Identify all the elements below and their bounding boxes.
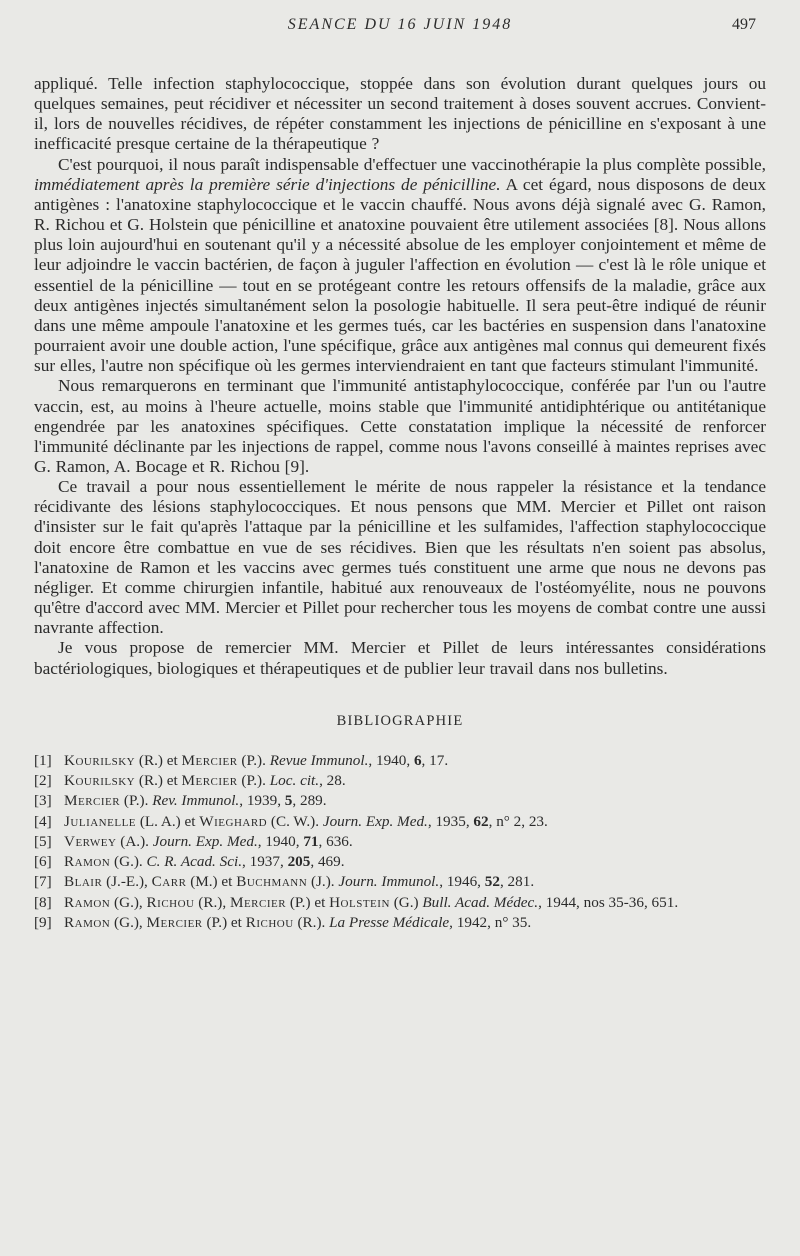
reference-segment: Ramon bbox=[64, 914, 111, 932]
reference-segment: Journ. Exp. Med. bbox=[322, 812, 428, 830]
reference-number: [8] bbox=[34, 893, 52, 911]
bibliography-entry bbox=[34, 913, 766, 933]
reference-segment: Kourilsky bbox=[64, 751, 136, 769]
reference-segment: Wieghard bbox=[199, 812, 268, 830]
reference-segment: , 17. bbox=[421, 751, 449, 769]
reference-segment: Carr bbox=[151, 873, 187, 891]
reference-segment: (J.-E.), bbox=[102, 873, 152, 891]
paragraph-segment: Nous remarquerons en terminant que l'immunité antistaphylococcique, conférée par l'un ou l'autre vaccin, est, au moins à l'heure actuelle, moins stable que l'immunité antidiphtérique ou antitétanique engendrée par les anatoxines spécifiques. Cette constatation implique la nécessité de renforcer l'immunité déclinante par les injections de rappel, comme nous l'avons conseillé à maintes reprises avec G. Ramon, A. Bocage et R. Richou [9]. bbox=[34, 376, 766, 476]
reference-segment: 6 bbox=[413, 751, 422, 769]
reference-number: [5] bbox=[34, 832, 52, 850]
reference-segment: 5 bbox=[284, 792, 293, 810]
body-text bbox=[34, 74, 766, 679]
reference-segment: , 1942, n° 35. bbox=[449, 914, 532, 932]
paragraph bbox=[34, 477, 766, 638]
bibliography-entry bbox=[34, 771, 766, 791]
reference-segment: , 281. bbox=[499, 873, 535, 891]
reference-segment: 71 bbox=[303, 832, 319, 850]
reference-segment: Ramon bbox=[64, 893, 111, 911]
reference-segment: , 1944, nos 35-36, 651. bbox=[538, 893, 679, 911]
running-head bbox=[34, 16, 766, 44]
reference-segment: , 1939, bbox=[239, 792, 285, 810]
paragraph bbox=[34, 376, 766, 477]
reference-segment: Revue Immunol. bbox=[269, 751, 369, 769]
reference-segment: , n° 2, 23. bbox=[488, 812, 548, 830]
bibliography-entry bbox=[34, 852, 766, 872]
reference-segment: (R.) et bbox=[135, 771, 182, 789]
bibliography-entry bbox=[34, 812, 766, 832]
reference-segment: , 636. bbox=[318, 832, 353, 850]
reference-segment: , 1946, bbox=[439, 873, 485, 891]
reference-number: [6] bbox=[34, 853, 52, 871]
reference-segment: 205 bbox=[287, 853, 311, 871]
reference-segment: (P.). bbox=[120, 792, 153, 810]
reference-segment: 52 bbox=[484, 873, 500, 891]
reference-segment: (R.). bbox=[293, 914, 330, 932]
reference-segment: Kourilsky bbox=[64, 771, 136, 789]
reference-segment: , 469. bbox=[310, 853, 345, 871]
reference-segment: Julianelle bbox=[64, 812, 137, 830]
reference-segment: , 1935, bbox=[427, 812, 474, 830]
reference-segment: , 28. bbox=[319, 771, 346, 789]
reference-segment: Richou bbox=[245, 914, 294, 932]
reference-segment: (R.) et bbox=[135, 751, 182, 769]
reference-segment: (G.), bbox=[110, 914, 147, 932]
reference-segment: Richou bbox=[146, 893, 195, 911]
reference-segment: Blair bbox=[64, 873, 103, 891]
reference-segment: Journ. Exp. Med. bbox=[152, 832, 258, 850]
reference-segment: (P.) et bbox=[202, 914, 246, 932]
reference-segment: , 1940, bbox=[368, 751, 414, 769]
paragraph bbox=[34, 638, 766, 678]
paragraph bbox=[34, 155, 766, 377]
paragraph-segment: immédiatement après la première série d'injections de pénicilline. bbox=[34, 174, 501, 194]
reference-segment: Mercier bbox=[229, 893, 287, 911]
reference-segment: Journ. Immunol. bbox=[338, 873, 440, 891]
reference-number: [2] bbox=[34, 771, 52, 789]
reference-segment: Mercier bbox=[64, 792, 121, 810]
reference-segment: (M.) et bbox=[186, 873, 237, 891]
reference-segment: (C. W.). bbox=[267, 812, 323, 830]
reference-number: [4] bbox=[34, 812, 52, 830]
reference-segment: Ramon bbox=[64, 853, 111, 871]
reference-segment: (P.). bbox=[237, 771, 270, 789]
paragraph-segment: Ce travail a pour nous essentiellement le mérite de nous rappeler la résistance et la tendance récidivante des lésions staphylococciques. Et nous pensons que MM. Mercier et Pillet ont raison d'insister sur le fait qu'après l'attaque par la pénicilline et les sulfamides, l'affection staphylococcique doit encore être combattue en vue de ses récidives. Bien que les résultats n'en soient pas absolus, l'anatoxine de Ramon et les vaccins avec germes tués constituent une arme que nous ne devons pas négliger. Et comme chirurgien infantile, habitué aux renouveaux de l'ostéomyélite, nous ne pouvons qu'être d'accord avec MM. Mercier et Pillet pour rechercher tous les moyens de combat contre une aussi navrante affection. bbox=[34, 477, 766, 638]
reference-segment: Mercier bbox=[181, 751, 238, 769]
bibliography-entry bbox=[34, 893, 766, 913]
reference-segment: , 289. bbox=[292, 792, 327, 810]
reference-number: [9] bbox=[34, 914, 52, 932]
reference-segment: , 1937, bbox=[242, 853, 288, 871]
reference-segment: (L. A.) et bbox=[136, 812, 200, 830]
reference-segment: (P.) et bbox=[286, 893, 330, 911]
reference-segment: (J.). bbox=[307, 873, 339, 891]
page-number: 497 bbox=[732, 16, 756, 33]
reference-segment: La Presse Médicale bbox=[329, 914, 450, 932]
bibliography-entry bbox=[34, 832, 766, 852]
reference-segment: Bull. Acad. Médec. bbox=[422, 893, 539, 911]
reference-number: [7] bbox=[34, 873, 52, 891]
paragraph-segment: A cet égard, nous disposons de deux antigènes : l'anatoxine staphylococcique et le vaccin chauffé. Nous avons déjà signalé avec G. Ramon, R. Richou et G. Holstein que pénicilline et anatoxine pouvaient être utilement associées [8]. Nous allons plus loin aujourd'hui en soutenant qu'il y a nécessité absolue de les employer conjointement et même de leur adjoindre le vaccin bactérien, de façon à juguler l'affection en évolution — c'est là le rôle unique et essentiel de la pénicilline — tout en se protégeant contre les retours offensifs de la maladie, grâce aux deux antigènes injectés simultanément selon la posologie habituelle. Il sera peut-être indiqué de réunir dans une même ampoule l'anatoxine et les germes tués, car les bactéries en suspension dans l'anatoxine pourraient avoir une double action, l'une spécifique, grâce aux antigènes mal connus qui demeurent fixés sur elles, l'autre non spécifique où les germes interviendraient en tant que facteurs stimulant l'immunité. bbox=[34, 174, 766, 376]
reference-segment: 62 bbox=[473, 812, 489, 830]
reference-segment: (P.). bbox=[237, 751, 270, 769]
bibliography-entry bbox=[34, 751, 766, 771]
reference-segment: (G.). bbox=[110, 853, 147, 871]
paragraph-segment: C'est pourquoi, il nous paraît indispensable d'effectuer une vaccinothérapie la plus complète possible, bbox=[58, 154, 766, 174]
reference-number: [1] bbox=[34, 751, 52, 769]
reference-segment: , 1940, bbox=[257, 832, 304, 850]
bibliography-heading: BIBLIOGRAPHIE bbox=[336, 712, 464, 729]
running-title: SEANCE DU 16 JUIN 1948 bbox=[287, 16, 513, 33]
reference-segment: (A.). bbox=[116, 832, 153, 850]
reference-segment: (G.) bbox=[389, 893, 423, 911]
reference-segment: Mercier bbox=[181, 771, 238, 789]
paragraph-segment: Je vous propose de remercier MM. Mercier et Pillet de leurs intéressantes considérations bactériologiques, biologiques et thérapeutiques et de publier leur travail dans nos bulletins. bbox=[34, 638, 766, 678]
reference-segment: C. R. Acad. Sci. bbox=[146, 853, 243, 871]
bibliography-entry bbox=[34, 872, 766, 892]
reference-segment: Loc. cit. bbox=[269, 771, 320, 789]
reference-segment: Buchmann bbox=[236, 873, 308, 891]
bibliography-entry bbox=[34, 791, 766, 811]
reference-number: [3] bbox=[34, 792, 52, 810]
reference-segment: Verwey bbox=[64, 832, 117, 850]
reference-segment: (R.), bbox=[194, 893, 230, 911]
bibliography-list bbox=[34, 751, 766, 934]
reference-segment: (G.), bbox=[110, 893, 147, 911]
reference-segment: Holstein bbox=[329, 893, 390, 911]
reference-segment: Mercier bbox=[146, 914, 203, 932]
paragraph-segment: appliqué. Telle infection staphylococcique, stoppée dans son évolution durant quelques jours ou quelques semaines, peut récidiver et nécessiter un second traitement à doses souvent accrues. Convient-il, lors de nouvelles récidives, de répéter constamment les injections de pénicilline en s'exposant à une inefficacité presque certaine de la thérapeutique ? bbox=[34, 74, 766, 154]
paragraph bbox=[34, 74, 766, 155]
reference-segment: Rev. Immunol. bbox=[152, 792, 240, 810]
